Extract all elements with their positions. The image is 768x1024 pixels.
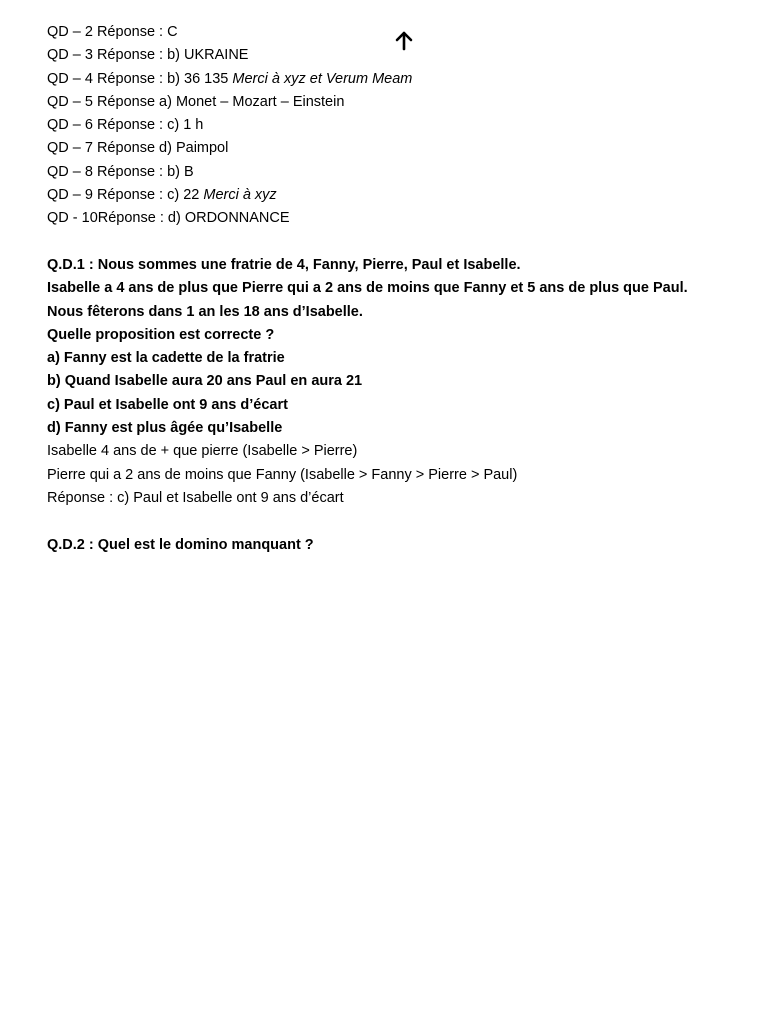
credit-note: Merci à xyz et Verum Meam bbox=[232, 70, 413, 87]
option-a: a) Fanny est la cadette de la fratrie bbox=[47, 350, 285, 367]
option-c: c) Paul et Isabelle ont 9 ans d’écart bbox=[47, 396, 288, 413]
question-statement: Isabelle a 4 ans de plus que Pierre qui a 2 ans de moins que Fanny et 5 ans de plus que Paul. bbox=[47, 280, 688, 297]
document-page bbox=[47, 21, 747, 557]
question-statement: Nous fêterons dans 1 an les 18 ans d’Isabelle. bbox=[47, 303, 363, 320]
answer-line: Réponse : c) Paul et Isabelle ont 9 ans d’écart bbox=[47, 489, 344, 506]
explanation-line: Isabelle 4 ans de + que pierre (Isabelle > Pierre) bbox=[47, 443, 358, 460]
answers-list bbox=[47, 21, 747, 231]
answer-line: QD – 8 Réponse : b) B bbox=[47, 163, 194, 180]
explanation-line: Pierre qui a 2 ans de moins que Fanny (Isabelle > Fanny > Pierre > Paul) bbox=[47, 466, 518, 483]
question-title: Q.D.1 : Nous sommes une fratrie de 4, Fanny, Pierre, Paul et Isabelle. bbox=[47, 256, 521, 273]
question-qd2 bbox=[47, 534, 747, 557]
answer-line: QD – 4 Réponse : b) 36 135 Merci à xyz et Verum Meam bbox=[47, 70, 413, 87]
answer-line: QD – 2 Réponse : C bbox=[47, 24, 178, 40]
answer-line: QD – 6 Réponse : c) 1 h bbox=[47, 117, 204, 134]
credit-note: Merci à xyz bbox=[203, 187, 277, 204]
question-title: Q.D.2 : Quel est le domino manquant ? bbox=[47, 536, 314, 553]
answer-line: QD – 7 Réponse d) Paimpol bbox=[47, 140, 229, 157]
question-qd1 bbox=[47, 254, 747, 510]
option-b: b) Quand Isabelle aura 20 ans Paul en aura 21 bbox=[47, 373, 363, 390]
answer-line: QD – 3 Réponse : b) UKRAINE bbox=[47, 47, 249, 64]
answer-line: QD – 9 Réponse : c) 22 Merci à xyz bbox=[47, 187, 277, 204]
answer-line: QD – 5 Réponse a) Monet – Mozart – Einstein bbox=[47, 93, 345, 110]
option-d: d) Fanny est plus âgée qu’Isabelle bbox=[47, 420, 283, 437]
answer-line: QD - 10Réponse : d) ORDONNANCE bbox=[47, 210, 290, 227]
question-prompt: Quelle proposition est correcte ? bbox=[47, 326, 275, 343]
